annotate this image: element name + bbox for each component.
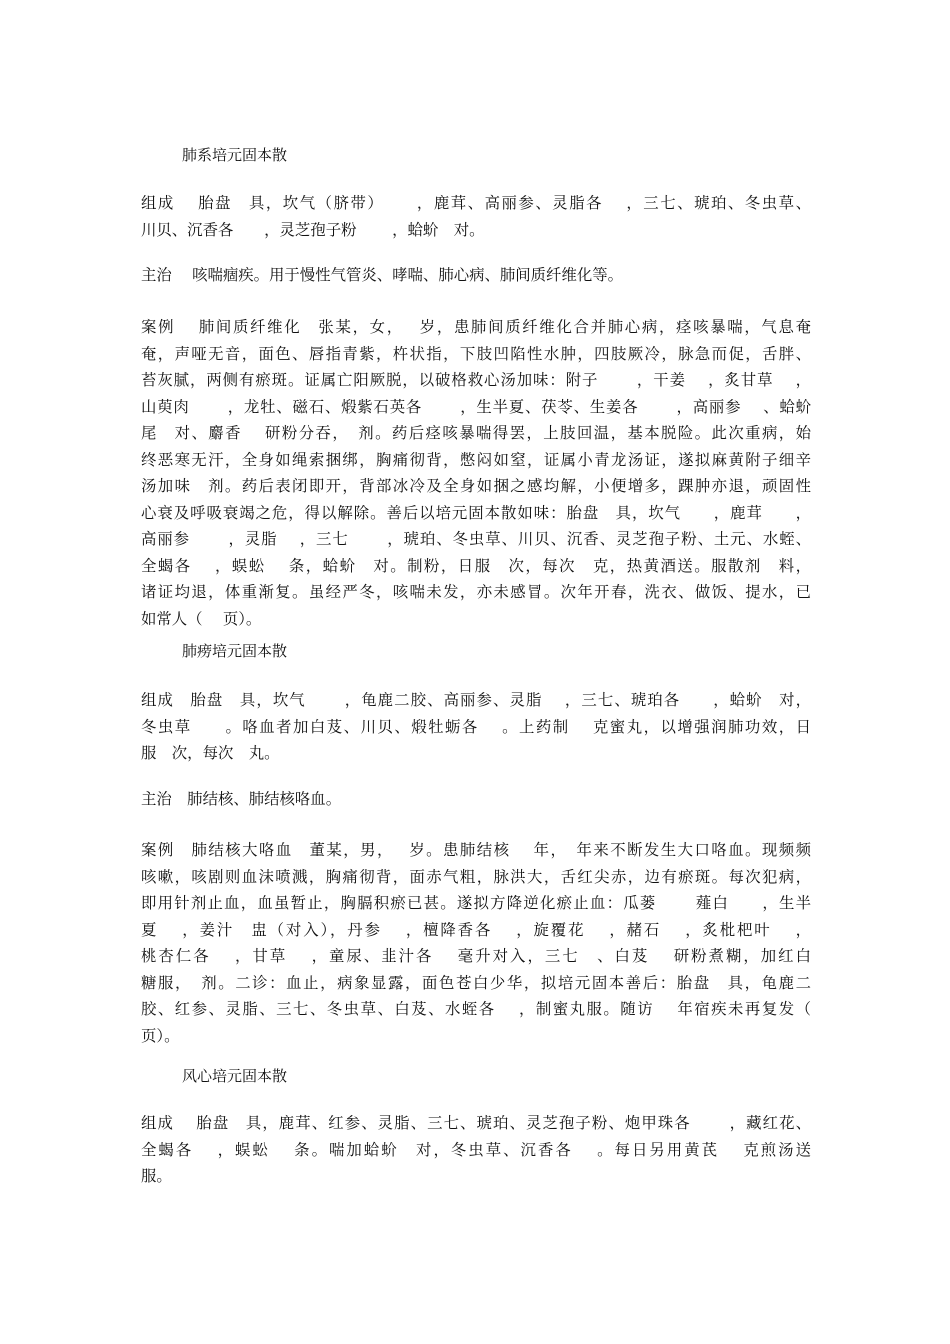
text-line: 全蝎各 ，蜈蚣 条，蛤蚧 对。制粉，日服 次，每次 克，热黄酒送。服散剂 料，	[141, 556, 811, 575]
paragraph-indication	[141, 786, 811, 813]
text-line: 胶、红参、灵脂、三七、冬虫草、白芨、水蛭各 ，制蜜丸服。随访 年宿疾未再复发（	[141, 1000, 811, 1018]
text-line: 即用针剂止血，血虽暂止，胸膈积瘀已甚。遂拟方降逆化瘀止血：瓜蒌 薤白 ，生半	[141, 894, 811, 912]
text-line: 全蝎各 ，蜈蚣 条。喘加蛤蚧 对，冬虫草、沉香各 。每日另用黄芪 克煎汤送	[141, 1140, 811, 1159]
text-line: 川贝、沉香各 ，灵芝孢子粉 ，蛤蚧 对。	[141, 220, 485, 239]
text-line: 心衰及呼吸衰竭之危，得以解除。善后以培元固本散如味：胎盘 具，坎气 ，鹿茸 ，	[141, 503, 811, 522]
text-line: 苔灰腻，两侧有瘀斑。证属亡阳厥脱，以破格救心汤加味：附子 ，干姜 ，炙甘草 ，	[141, 371, 811, 389]
text-line: 主治 肺结核、肺结核咯血。	[141, 790, 342, 808]
text-line: 案例 肺结核大咯血 董某，男， 岁。患肺结核 年， 年来不断发生大口咯血。现频频	[141, 841, 811, 859]
text-line: 服 次，每次 丸。	[141, 744, 280, 762]
section-title: 风心培元固本散	[182, 1067, 288, 1085]
text-line: 组成 胎盘 具，鹿茸、红参、灵脂、三七、琥珀、灵芝孢子粉、炮甲珠各 ，藏红花、	[141, 1114, 811, 1132]
text-line: 组成 胎盘 具，坎气（脐带） ，鹿茸、高丽参、灵脂各 ，三七、琥珀、冬虫草、	[141, 194, 811, 212]
text-line: 主治 咳喘痼疾。用于慢性气管炎、哮喘、肺心病、肺间质纤维化等。	[141, 266, 624, 284]
text-line: 奄，声哑无音，面色、唇指青紫，杵状指，下肢凹陷性水肿，四肢厥冷，脉急而促，舌胖、	[141, 344, 811, 363]
section-title: 肺痨培元固本散	[182, 642, 288, 660]
paragraph-composition	[141, 687, 811, 767]
paragraph-composition	[141, 1110, 811, 1190]
text-line: 冬虫草 。咯血者加白芨、川贝、煅牡蛎各 。上药制 克蜜丸，以增强润肺功效，日	[141, 717, 811, 736]
text-line: 案例 肺间质纤维化 张某，女， 岁，患肺间质纤维化合并肺心病，痉咳暴喘，气息奄	[141, 318, 811, 336]
section-title: 肺系培元固本散	[182, 146, 288, 164]
text-line: 糖服， 剂。二诊：血止，病象显露，面色苍白少华，拟培元固本善后：胎盘 具，龟鹿二	[141, 973, 811, 992]
paragraph-case	[141, 314, 811, 632]
text-line: 服。	[141, 1167, 172, 1185]
text-line: 组成 胎盘 具，坎气 ，龟鹿二胶、高丽参、灵脂 ，三七、琥珀各 ，蛤蚧 对，	[141, 691, 811, 709]
text-line: 汤加味 剂。药后表闭即开，背部冰冷及全身如捆之感均解，小便增多，踝肿亦退，顽固性	[141, 477, 811, 495]
text-line: 山萸肉 ，龙牡、磁石、煅紫石英各 ，生半夏、茯苓、生姜各 ，高丽参 、蛤蚧	[141, 397, 811, 416]
text-line: 尾 对、麝香 研粉分吞， 剂。药后痉咳暴喘得罢，上肢回温，基本脱险。此次重病，始	[141, 424, 811, 442]
text-line: 诸证均退，体重渐复。虽经严冬，咳喘未发，亦未感冒。次年开春，洗衣、做饭、提水，已	[141, 583, 811, 601]
text-line: 如常人（ 页）。	[141, 609, 262, 628]
text-line: 页）。	[141, 1026, 180, 1045]
paragraph-composition	[141, 190, 811, 243]
text-line: 夏 ，姜汁 盅（对入），丹参 ，檀降香各 ，旋覆花 ，赭石 ，炙枇杷叶 ，	[141, 920, 811, 939]
text-line: 高丽参 ，灵脂 ，三七 ，琥珀、冬虫草、川贝、沉香、灵芝孢子粉、土元、水蛭、	[141, 530, 811, 548]
text-line: 咳嗽，咳剧则血沫喷溅，胸痛彻背，面赤气粗，脉洪大，舌红尖赤，边有瘀斑。每次犯病，	[141, 867, 811, 886]
text-line: 桃杏仁各 ，甘草 ，童尿、韭汁各 毫升对入，三七 、白芨 研粉煮糊，加红白	[141, 947, 811, 965]
text-line: 终恶寒无汗，全身如绳索捆绑，胸痛彻背，憋闷如窒，证属小青龙汤证，遂拟麻黄附子细辛	[141, 450, 811, 469]
paragraph-indication	[141, 262, 811, 289]
paragraph-case	[141, 837, 811, 1049]
